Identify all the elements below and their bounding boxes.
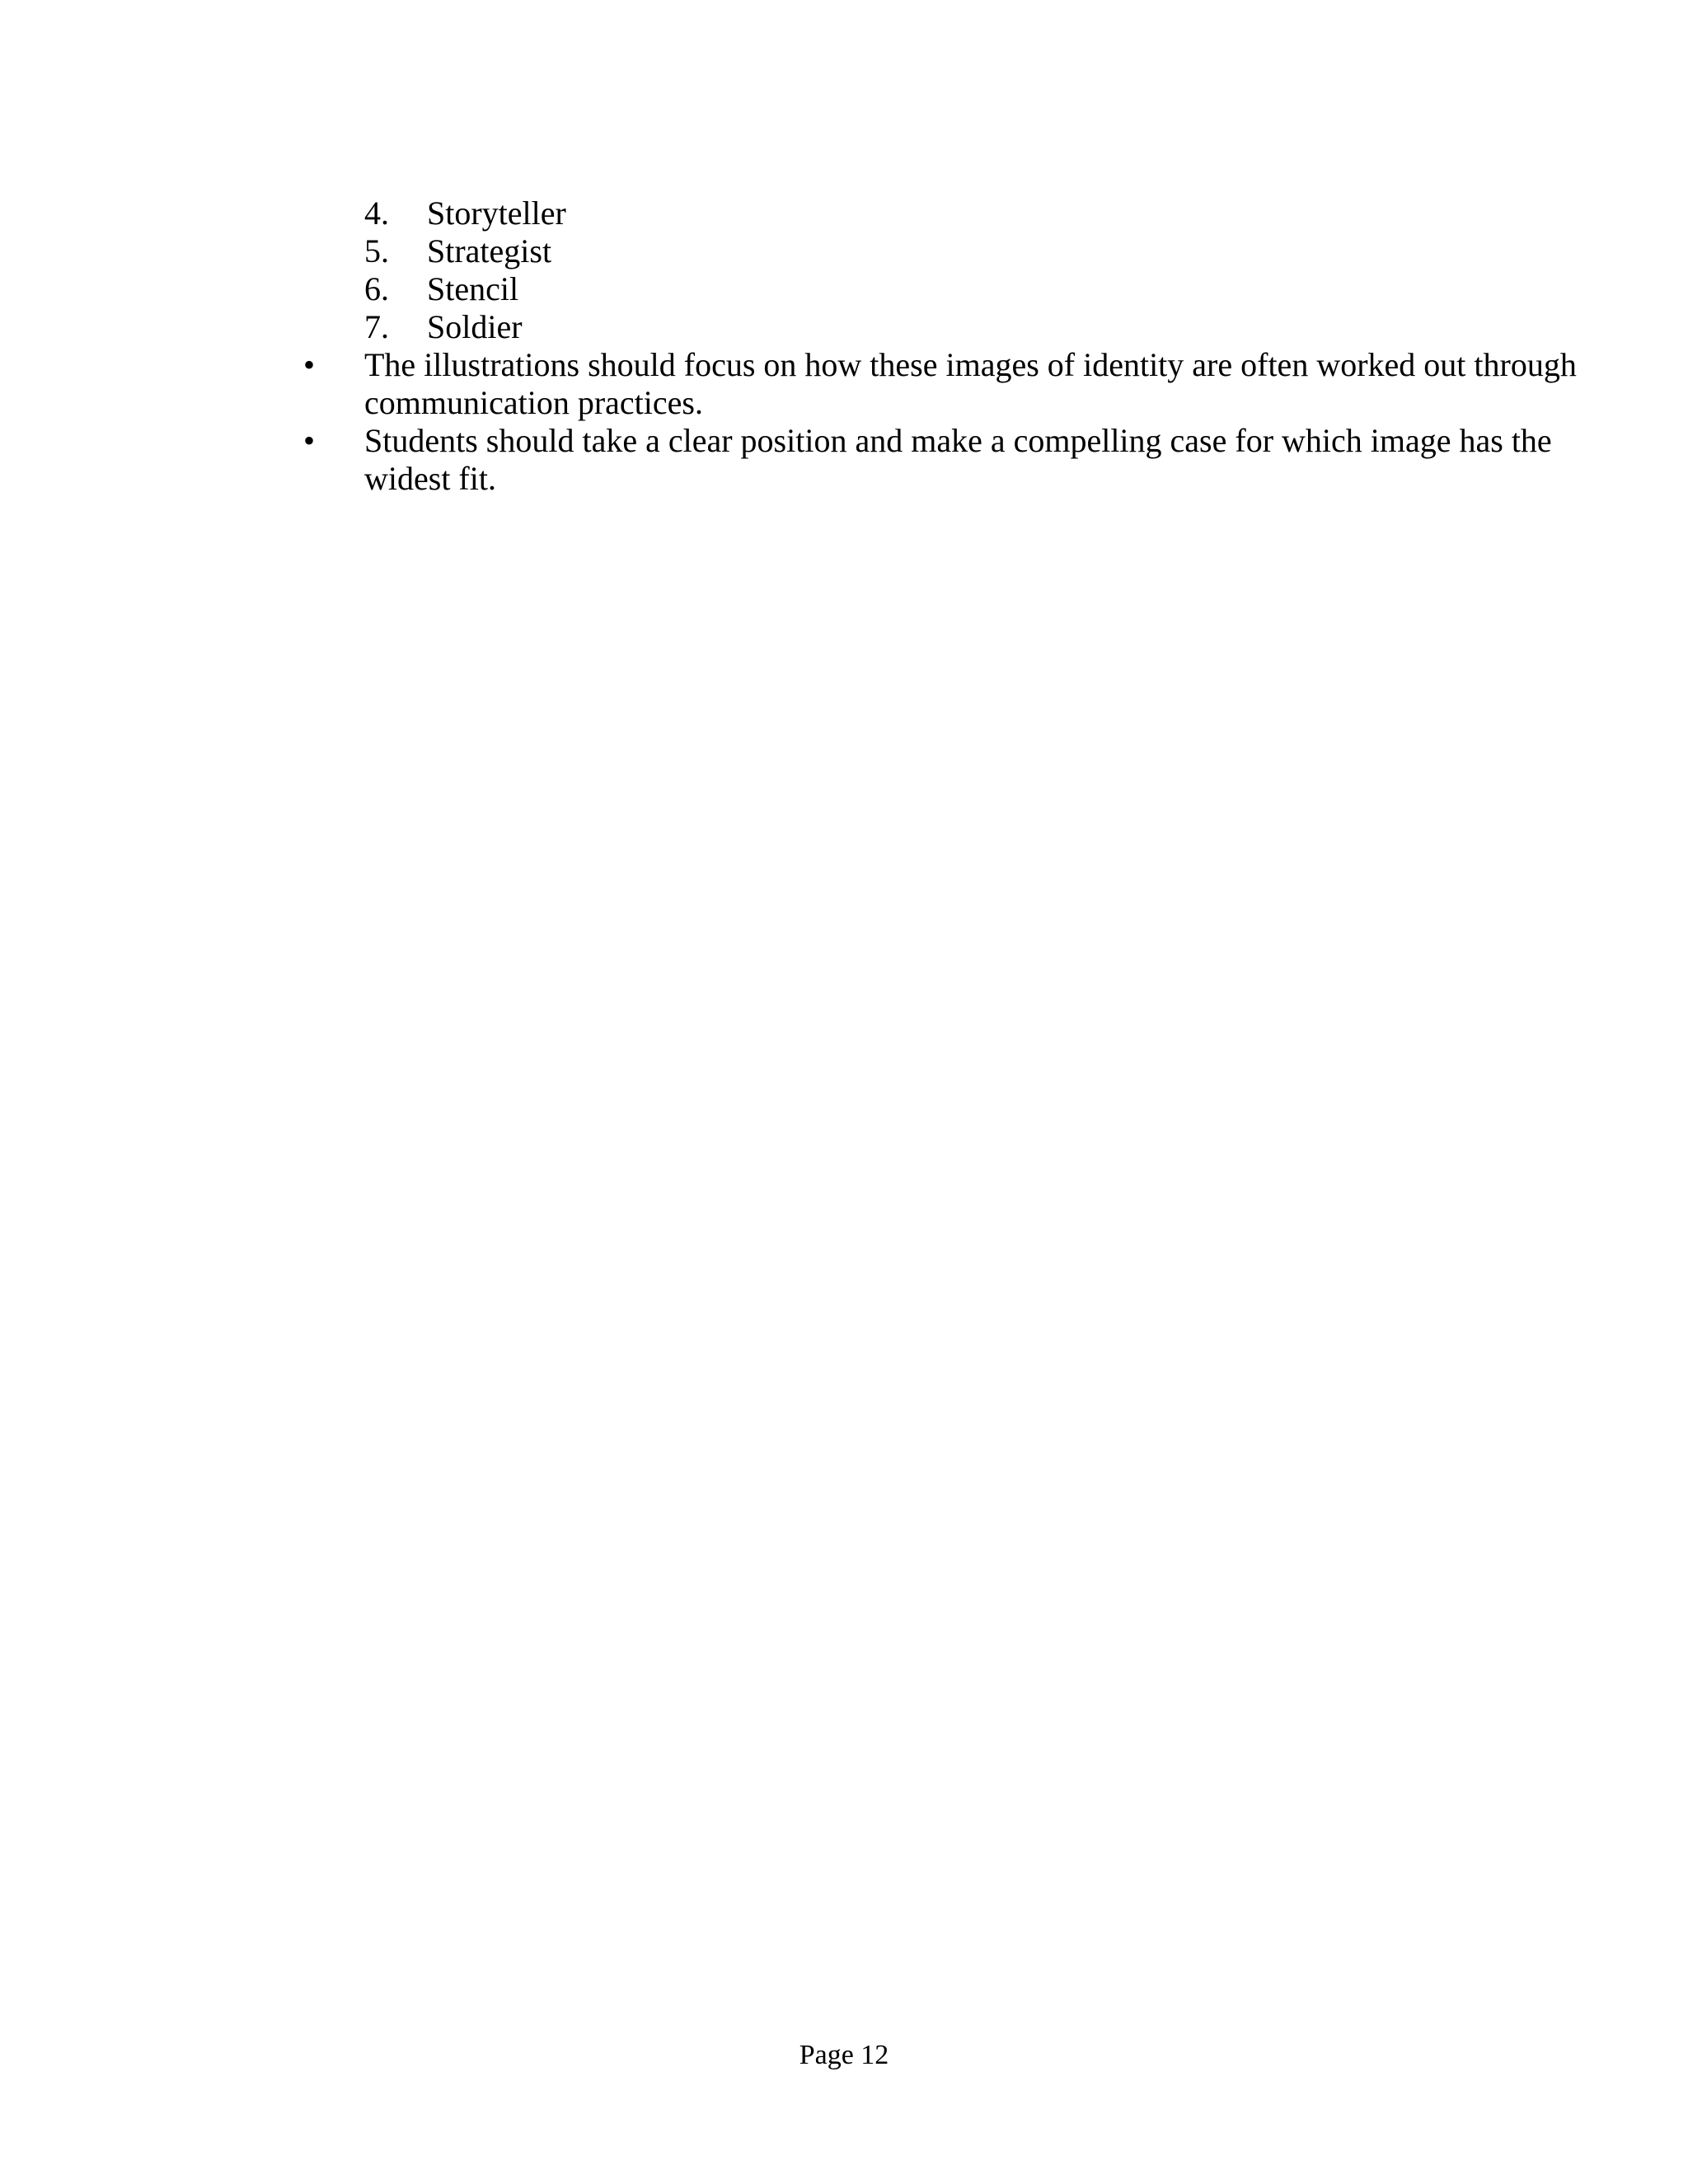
bullet-item-illustrations [0, 346, 1688, 422]
numbered-item-strategist [0, 232, 1688, 270]
bullet-item-students [0, 422, 1688, 498]
item-label: Storyteller [427, 194, 566, 232]
item-label: Soldier [427, 308, 523, 345]
numbered-item-storyteller [0, 194, 1688, 232]
item-number: 7. [364, 308, 389, 345]
bullet-text: The illustrations should focus on how these images of identity are often worked out through communication practices. [364, 346, 1577, 421]
bullet-marker: • [303, 346, 316, 383]
page-number: Page 12 [799, 2040, 889, 2070]
numbered-item-soldier [0, 308, 1688, 346]
item-label: Strategist [427, 232, 552, 269]
bullet-text: Students should take a clear position and make a compelling case for which image has the widest fit. [364, 422, 1552, 497]
item-number: 4. [364, 194, 389, 232]
item-label: Stencil [427, 270, 519, 307]
numbered-item-stencil [0, 270, 1688, 308]
item-number: 5. [364, 232, 389, 269]
document-body [0, 194, 1688, 498]
item-number: 6. [364, 270, 389, 307]
bullet-marker: • [303, 422, 316, 459]
